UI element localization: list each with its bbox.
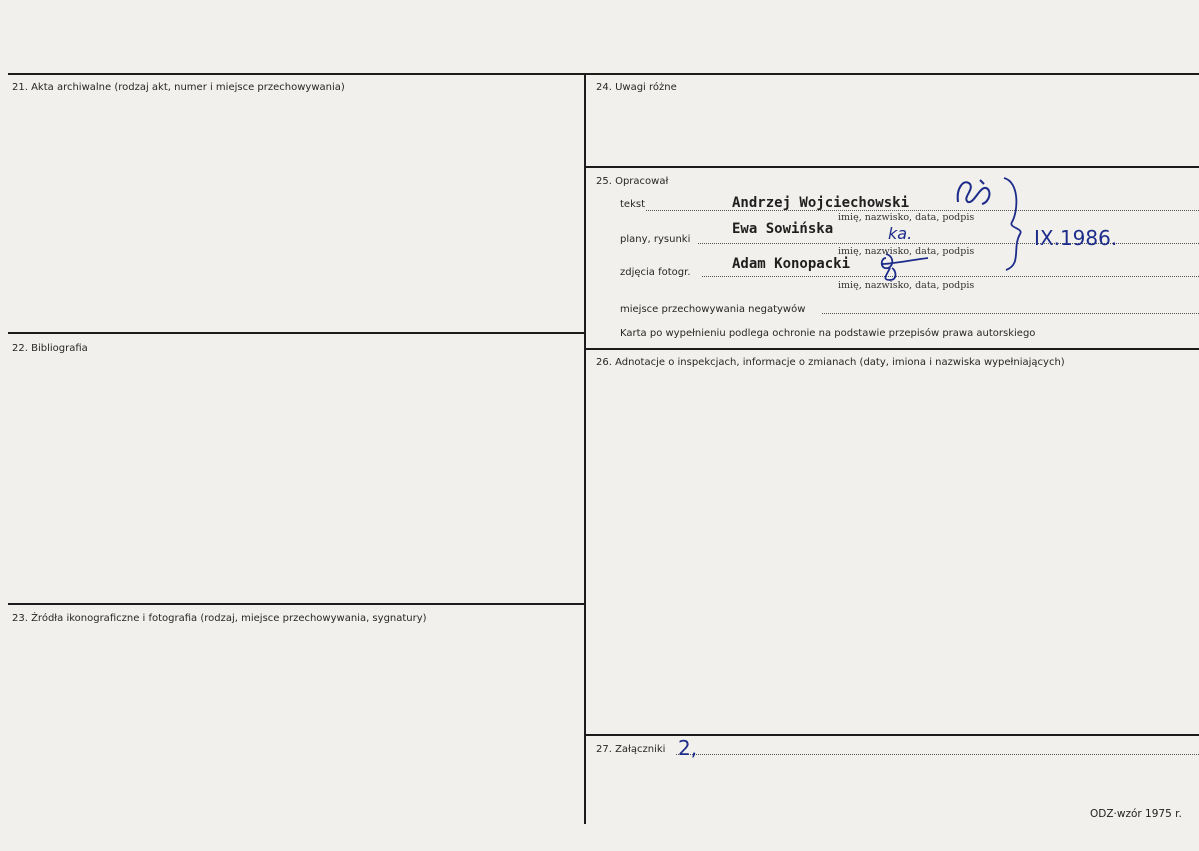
signature-2: ka. — [888, 224, 913, 243]
handwritten-date: IX.1986. — [1034, 226, 1118, 250]
rule-25-26 — [586, 348, 1199, 350]
signature-1 — [950, 174, 1000, 214]
section-26-label: 26. Adnotacje o inspekcjach, informacje o zmianach (daty, imiona i nazwiska wypełniających) — [596, 357, 1065, 368]
tekst-line — [646, 210, 1199, 211]
top-rule — [8, 73, 1199, 75]
negatywy-label: miejsce przechowywania negatywów — [620, 304, 806, 315]
plany-value: Ewa Sowińska — [732, 221, 834, 237]
section-24-label: 24. Uwagi różne — [596, 82, 677, 93]
form-footer: ODZ·wzór 1975 r. — [1090, 808, 1182, 820]
rule-22-23 — [8, 603, 584, 605]
center-divider — [584, 74, 586, 824]
plany-caption: imię, nazwisko, data, podpis — [838, 246, 975, 257]
tekst-value: Andrzej Wojciechowski — [732, 195, 910, 211]
section-22-label: 22. Bibliografia — [12, 343, 88, 354]
section-27-label: 27. Załączniki — [596, 744, 666, 755]
zdjecia-value: Adam Konopacki — [732, 256, 851, 272]
signature-3 — [872, 250, 932, 284]
zalaczniki-line — [676, 754, 1199, 755]
rule-24-25 — [586, 166, 1199, 168]
zdjecia-line — [702, 276, 1199, 277]
signature-brace — [998, 176, 1034, 272]
rule-21-22 — [8, 332, 584, 334]
zdjecia-label: zdjęcia fotogr. — [620, 267, 691, 278]
copyright-note: Karta po wypełnieniu podlega ochronie na podstawie przepisów prawa autorskiego — [620, 328, 1036, 339]
negatywy-line — [822, 313, 1199, 314]
zdjecia-caption: imię, nazwisko, data, podpis — [838, 280, 975, 291]
plany-line — [698, 243, 1199, 244]
section-23-label: 23. Źródła ikonograficzne i fotografia (rodzaj, miejsce przechowywania, sygnatury) — [12, 613, 427, 624]
tekst-caption: imię, nazwisko, data, podpis — [838, 212, 975, 223]
plany-label: plany, rysunki — [620, 234, 691, 245]
handwritten-zalaczniki: 2, — [678, 736, 698, 760]
section-21-label: 21. Akta archiwalne (rodzaj akt, numer i miejsce przechowywania) — [12, 82, 345, 93]
section-25-label: 25. Opracował — [596, 176, 669, 187]
tekst-label: tekst — [620, 199, 645, 210]
